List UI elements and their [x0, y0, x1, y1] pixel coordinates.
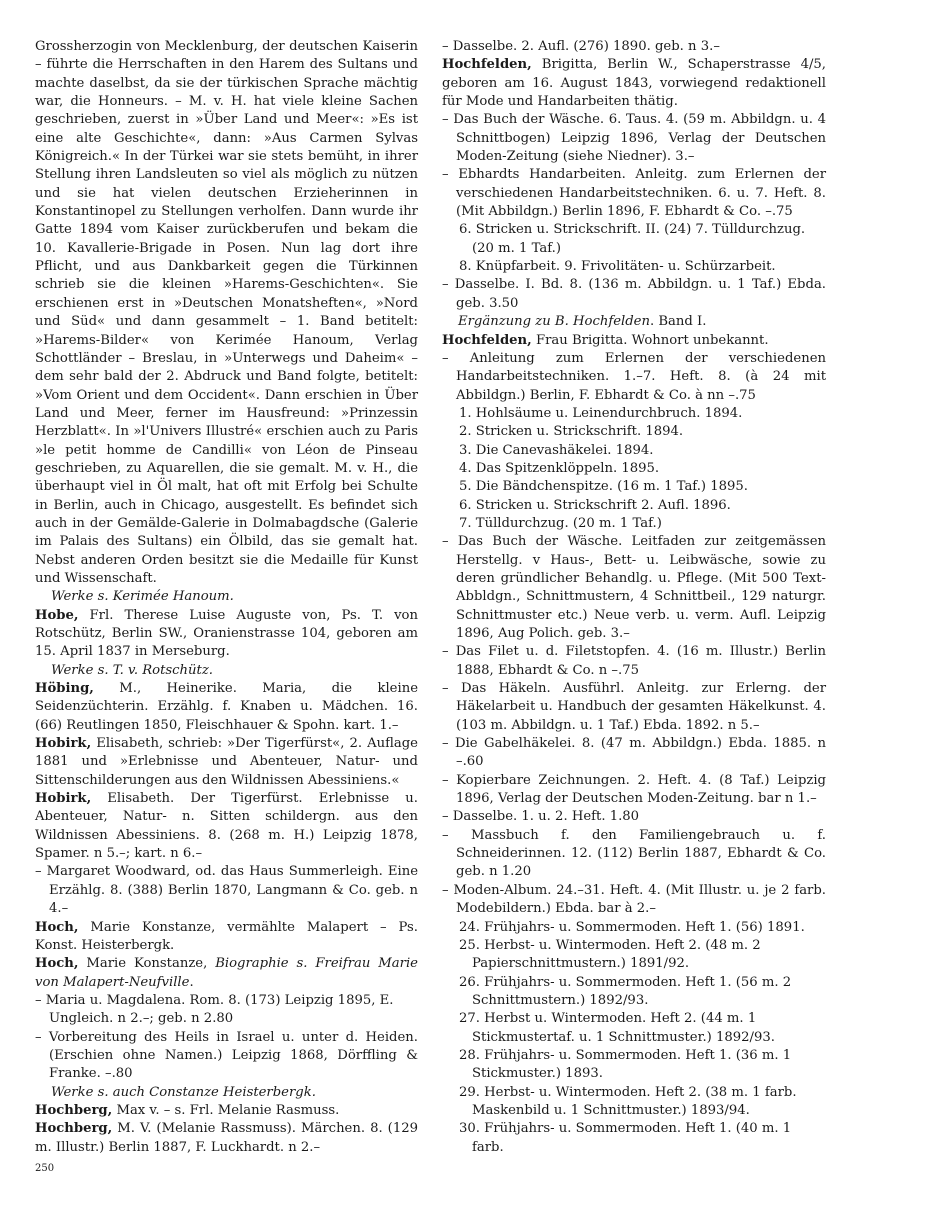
left-column — [35, 38, 418, 1157]
sub-item: 24. Frühjahrs- u. Sommermoden. Heft 1. (56) 1891. — [459, 919, 805, 935]
entry-text: Marie Konstanze, vermählte Malapert – Ps. Konst. Heisterbergk. — [35, 919, 418, 953]
entry-name: Hobirk, — [35, 736, 92, 752]
entry-name: Hoch, — [35, 919, 79, 935]
sub-item: 30. Frühjahrs- u. Sommermoden. Heft 1. (40 m. 1 farb. — [459, 1121, 792, 1155]
work-item: – Massbuch f. den Familiengebrauch u. f. Schneiderinnen. 12. (112) Berlin 1887, Ebhardt & Co. geb. n 1.20 — [442, 827, 826, 880]
entry-text: M., Heinerike. Maria, die kleine Seidenzüchterin. Erzählg. f. Knaben u. Mädchen. 16. (66) Reutlingen 1850, Fleischhauer & Spohn. kart. 1.– — [35, 681, 418, 733]
sub-item: 6. Stricken u. Strickschrift. II. (24) 7. Tülldurchzug. (20 m. 1 Taf.) — [459, 222, 806, 256]
sub-item: 28. Frühjahrs- u. Sommermoden. Heft 1. (36 m. 1 Stickmuster.) 1893. — [459, 1047, 792, 1082]
sub-item: 8. Knüpfarbeit. 9. Frivolitäten- u. Schürzarbeit. — [459, 259, 776, 275]
work-item: – Maria u. Magdalena. Rom. 8. (173) Leipzig 1895, E. Ungleich. n 2.–; geb. n 2.80 — [35, 992, 394, 1027]
continued-biography-paragraph: Grossherzogin von Mecklenburg, der deutschen Kaiserin – führte die Herrschaften in den Harem des Sultans und machte daselbst, da sie der türkischen Sprache mächtig war, die Honneurs. – M. v. H. hat viele kleine Sachen geschrieben, zuerst in »Über Land und Meer«: »Es ist eine alte Geschichte«, dann: »Aus Carmen Sylvas Königreich.« In der Türkei war sie stets bemüht, in ihrer Stellung ihren Landsleuten so viel als möglich zu nützen und sie hat vielen deutschen Erzieherinnen in Konstantinopel zu Stellungen verholfen. Dann wurde ihr Gatte 1894 vom Kaiser zurückberufen und bekam die 10. Kavallerie-Brigade in Posen. Nun lag dort ihre Pflicht, und aus Dankbarkeit gegen die Türkinnen schrieb sie die kleinen »Harems-Geschichten«. Sie erschienen erst in »Deutschen Monatsheften«, »Nord und Süd« und dann gesammelt – 1. Band betitelt: »Harems-Bilder« von Kerimée Hanoum, Verlag Schottländer – Breslau, in »Unterwegs und Daheim« – dem sehr bald der 2. Abdruck und Band folgte, betitelt: »Vom Orient und dem Occident«. Dann erschien in Über Land und Meer, ferner im Hausfreund: »Prinzessin Herzblatt«. In »l'Univers Illustré« erschien auch zu Paris »le petit homme de Candilli« von Léon de Pinseau geschrieben, zu Aquarellen, die sie gemalt. M. v. H., die überhaupt viel in Öl malt, hat oft mit Erfolg bei Schulte in Berlin, auch in Chicago, ausgestellt. Es befindet sich auch in der Gemälde-Galerie in Dolmabagdsche (Galerie im Palais des Sultans) ein Ölbild, das sie gemalt hat. Nebst anderen Orden besitzt sie die Medaille für Kunst und Wissenschaft. — [35, 39, 418, 586]
work-item: – Ebhardts Handarbeiten. Anleitg. zum Erlernen der verschiedenen Handarbeitstechniken. 6. u. 7. Heft. 8. (Mit Abbildgn.) Berlin 1896, F. Ebhardt & Co. –.75 — [442, 167, 826, 220]
sub-item: 3. Die Canevashäkelei. 1894. — [459, 442, 654, 458]
work-item: – Moden-Album. 24.–31. Heft. 4. (Mit Illustr. u. je 2 farb. Modebildern.) Ebda. bar à 2.– — [442, 882, 826, 917]
entry-name: Hoch, — [35, 956, 79, 972]
entry-italic-reference: Biographie s. Freifrau Marie von Malapert-Neufville — [35, 956, 418, 990]
works-reference-tail: . Band I. — [649, 314, 707, 330]
works-reference-italic: Ergänzung zu B. Hochfelden — [458, 314, 650, 330]
entry-text: Frl. Therese Luise Auguste von, Ps. T. von Rotschütz, Berlin SW., Oranienstrasse 104, geboren am 15. April 1837 in Merseburg. — [35, 607, 418, 660]
sub-item: 4. Das Spitzenklöppeln. 1895. — [459, 460, 660, 476]
entry-text: Brigitta, Berlin W., Schaperstrasse 4/5, geboren am 16. August 1843, vorwiegend redaktionell für Mode und Handarbeiten thätig. — [442, 57, 826, 110]
works-reference: Werke s. Kerimée Hanoum. — [51, 589, 234, 605]
entry-name: Hochberg, — [35, 1121, 113, 1137]
works-reference — [442, 313, 826, 331]
entry-text: Frau Brigitta. Wohnort unbekannt. — [531, 332, 769, 348]
entry-hobirk-2 — [35, 790, 418, 863]
work-item: – Das Häkeln. Ausführl. Anleitg. zur Erlerng. der Häkelarbeit u. Handbuch der gesamten Häkelkunst. 4. (103 m. Abbildgn. u. 1 Taf.) Ebda. 1892. n 5.– — [442, 681, 826, 733]
entry-text: M. V. (Melanie Rassmuss). Märchen. 8. (129 m. Illustr.) Berlin 1887, F. Luckhardt. n 2.– — [35, 1121, 418, 1155]
sub-item: 7. Tülldurchzug. (20 m. 1 Taf.) — [459, 515, 662, 531]
sub-item: 25. Herbst- u. Wintermoden. Heft 2. (48 m. 2 Papierschnittmustern.) 1891/92. — [459, 937, 761, 972]
sub-item: 1. Hohlsäume u. Leinendurchbruch. 1894. — [459, 405, 743, 421]
entry-name: Hobe, — [35, 607, 79, 623]
entry-name: Hochfelden, — [442, 57, 532, 73]
entry-hoch-2 — [35, 955, 418, 992]
work-item: – Margaret Woodward, od. das Haus Summerleigh. Eine Erzählg. 8. (388) Berlin 1870, Langmann & Co. geb. n 4.– — [35, 864, 418, 917]
sub-item: 29. Herbst- u. Wintermoden. Heft 2. (38 m. 1 farb. Maskenbild u. 1 Schnittmuster.) 1893/94. — [459, 1084, 797, 1118]
entry-name: Hochfelden, — [442, 332, 532, 348]
entry-hochfelden-2 — [442, 332, 826, 350]
work-item: – Das Buch der Wäsche. Leitfaden zur zeitgemässen Herstellg. v Haus-, Bett- u. Leibwäsche, sowie zu deren gründlicher Behandlg. u. Pflege. (Mit 500 Text-Abbldgn., Schnittmustern, 4 Schnittbeil., 129 naturgr. Schnittmuster etc.) Neue verb. u. verm. Aufl. Leipzig 1896, Aug Polich. geb. 3.– — [442, 534, 826, 641]
entry-name: Höbing, — [35, 681, 94, 697]
entry-text: Max v. – s. Frl. Melanie Rasmuss. — [112, 1102, 340, 1118]
entry-text: Elisabeth, schrieb: »Der Tigerfürst«, 2. Auflage 1881 und »Erlebnisse und Abenteuer, Natur- und Sittenschilderungen aus den Wildnissen Abessiniens.« — [35, 736, 418, 788]
entry-text: Marie Konstanze, — [78, 956, 216, 972]
sub-item: 6. Stricken u. Strickschrift 2. Aufl. 1896. — [459, 497, 731, 513]
work-item: – Dasselbe. 2. Aufl. (276) 1890. geb. n 3.– — [442, 39, 720, 54]
right-column — [442, 38, 826, 1157]
entry-hochfelden-1 — [442, 56, 826, 111]
works-reference: Werke s. T. v. Rotschütz. — [51, 662, 213, 678]
work-item: – Die Gabelhäkelei. 8. (47 m. Abbildgn.) Ebda. 1885. n –.60 — [442, 736, 826, 770]
entry-hobe — [35, 607, 418, 662]
entry-text-end: . — [189, 974, 194, 990]
work-item: – Kopierbare Zeichnungen. 2. Heft. 4. (8 Taf.) Leipzig 1896, Verlag der Deutschen Moden-Zeitung. bar n 1.– — [442, 772, 826, 807]
sub-item: 26. Frühjahrs- u. Sommermoden. Heft 1. (56 m. 2 Schnittmustern.) 1892/93. — [459, 974, 792, 1008]
work-item: – Vorbereitung des Heils in Israel u. unter d. Heiden. (Erschien ohne Namen.) Leipzig 1868, Dörffling & Franke. –.80 — [35, 1029, 418, 1082]
entry-hobirk-1 — [35, 735, 418, 790]
sub-item: 27. Herbst u. Wintermoden. Heft 2. (44 m. 1 Stickmustertaf. u. 1 Schnittmuster.) 1892/93. — [459, 1011, 775, 1045]
work-item: – Anleitung zum Erlernen der verschiedenen Handarbeitstechniken. 1.–7. Heft. 8. (à 24 mit Abbildgn.) Berlin, F. Ebhardt & Co. à nn –.75 — [442, 350, 826, 403]
entry-hochberg-1 — [35, 1102, 418, 1120]
work-item: – Dasselbe. 1. u. 2. Heft. 1.80 — [442, 809, 640, 825]
works-reference: Werke s. auch Constanze Heisterbergk. — [51, 1084, 316, 1100]
page-number: 250 — [35, 1163, 55, 1174]
entry-hoch-1 — [35, 919, 418, 956]
work-item: – Das Filet u. d. Filetstopfen. 4. (16 m. Illustr.) Berlin 1888, Ebhardt & Co. n –.75 — [442, 644, 826, 678]
work-item: – Das Buch der Wäsche. 6. Taus. 4. (59 m. Abbildgn. u. 4 Schnittbogen) Leipzig 1896, Verlag der Deutschen Moden-Zeitung (siehe Niedner). 3.– — [442, 112, 826, 165]
work-item: – Dasselbe. I. Bd. 8. (136 m. Abbildgn. u. 1 Taf.) Ebda. geb. 3.50 — [442, 277, 826, 311]
entry-hochberg-2 — [35, 1120, 418, 1157]
entry-name: Hobirk, — [35, 791, 92, 807]
entry-name: Hochberg, — [35, 1102, 113, 1118]
sub-item: 2. Stricken u. Strickschrift. 1894. — [459, 424, 684, 440]
sub-item: 5. Die Bändchenspitze. (16 m. 1 Taf.) 1895. — [459, 479, 749, 495]
entry-text: Elisabeth. Der Tigerfürst. Erlebnisse u. Abenteuer, Natur- n. Sitten schildergn. aus den Wildnissen Abessiniens. 8. (268 m. H.) Leipzig 1878, Spamer. n 5.–; kart. n 6.– — [35, 791, 418, 862]
entry-hoebing — [35, 680, 418, 735]
